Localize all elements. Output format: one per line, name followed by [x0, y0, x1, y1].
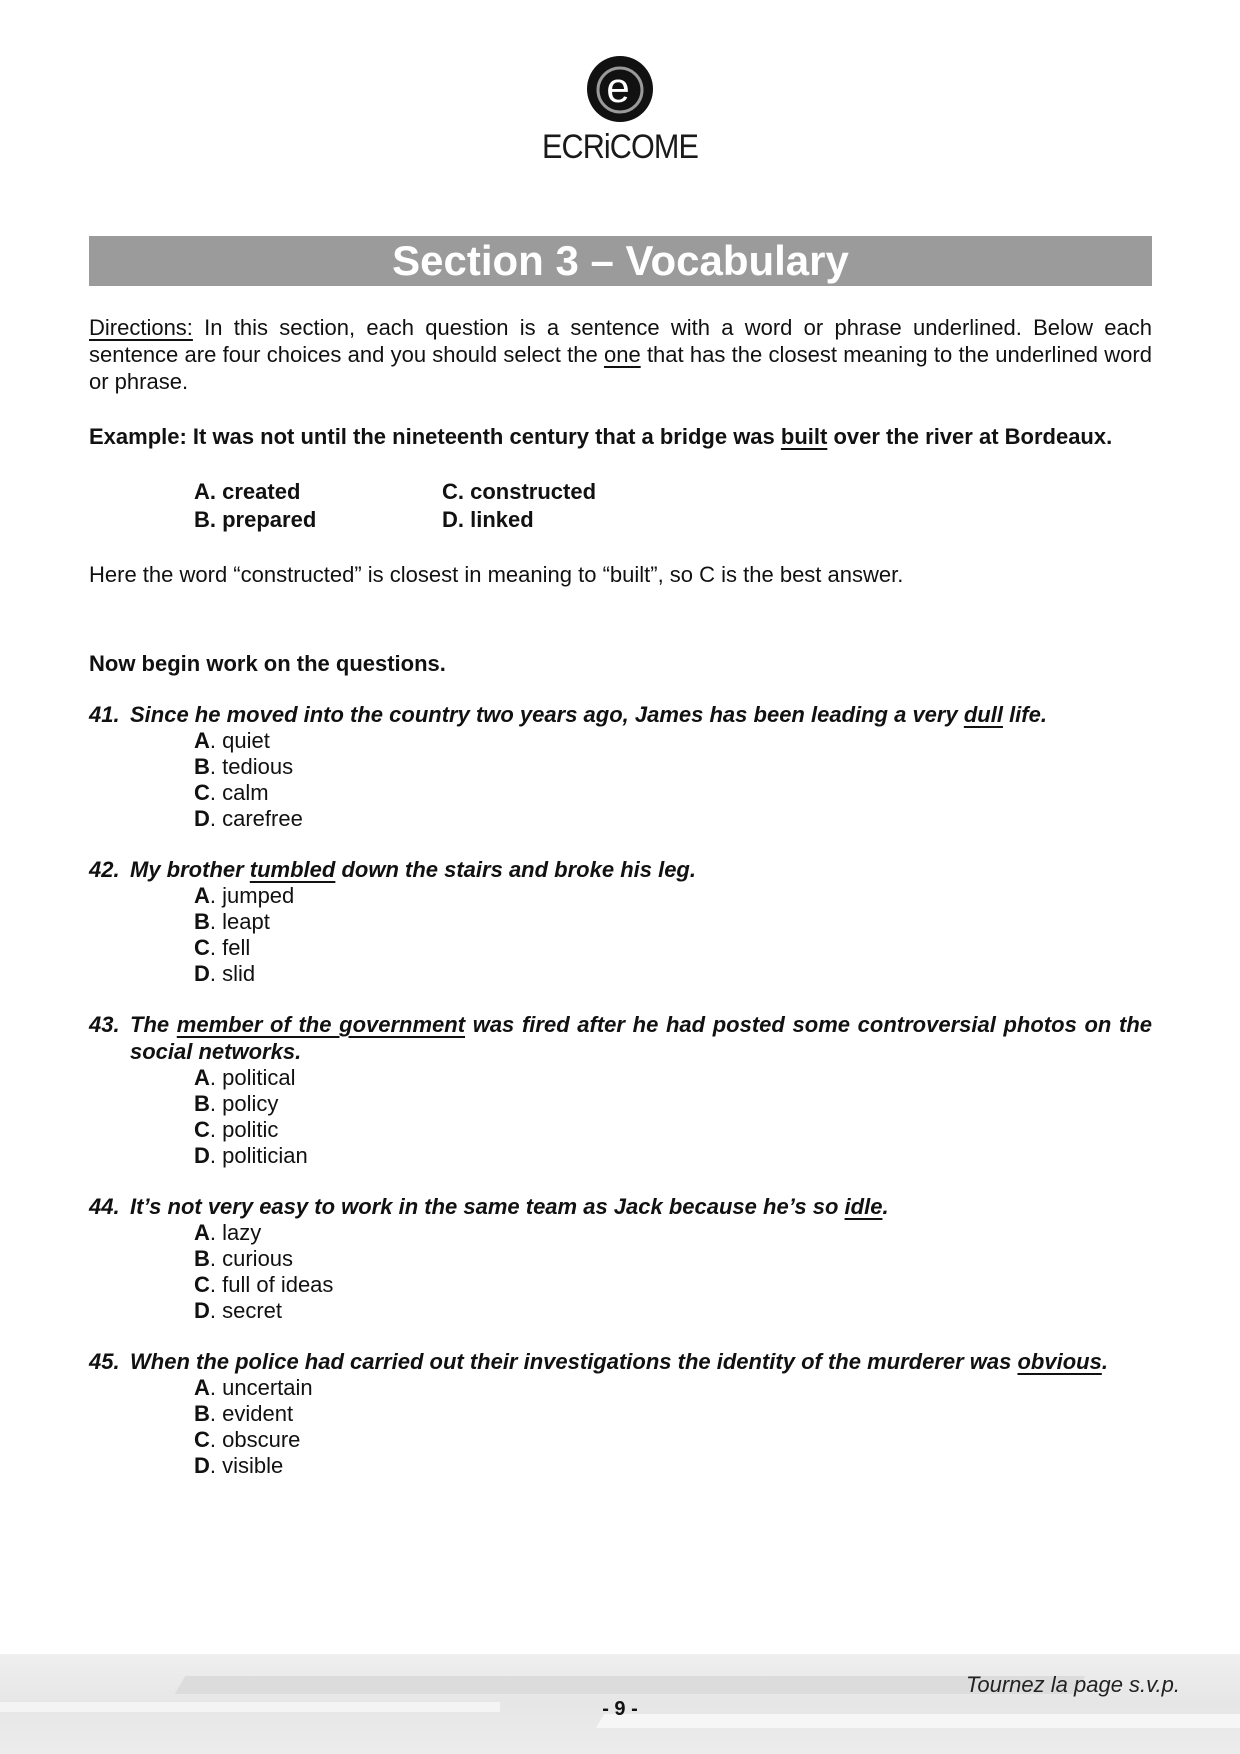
- question: [89, 1348, 1152, 1479]
- option-letter: B: [194, 909, 210, 934]
- begin-instruction: Now begin work on the questions.: [89, 651, 446, 676]
- answer-option: C. fell: [194, 935, 251, 960]
- directions-underlined-word: one: [603, 342, 641, 367]
- example-explanation: Here the word “constructed” is closest in meaning to “built”, so C is the best answer.: [89, 562, 904, 587]
- option-text: evident: [222, 1401, 294, 1426]
- question-text: When the police had carried out their investigations the identity of the murderer was obvious.: [130, 1349, 1108, 1374]
- section-title: Section 3 – Vocabulary: [89, 236, 1152, 286]
- option-text: full of ideas: [222, 1272, 334, 1297]
- option-text: politic: [222, 1117, 279, 1142]
- answer-option: B. evident: [194, 1401, 294, 1426]
- option-text: obscure: [222, 1427, 301, 1452]
- question-stem: [89, 856, 1152, 883]
- answer-option: A. uncertain: [194, 1375, 313, 1400]
- answer-option: B. policy: [194, 1091, 279, 1116]
- option-letter: A: [194, 728, 210, 753]
- option-letter: A: [194, 1065, 210, 1090]
- answer-options: [194, 1065, 1152, 1169]
- page-number: - 9 -: [602, 1698, 638, 1720]
- option-text: secret: [222, 1298, 283, 1323]
- option-text: leapt: [222, 909, 270, 934]
- question-number: 45.: [89, 1349, 120, 1374]
- option-letter: C: [194, 935, 210, 960]
- option-text: visible: [222, 1453, 284, 1478]
- answer-option: B. curious: [194, 1246, 294, 1271]
- answer-option: B. leapt: [194, 909, 270, 934]
- option-text: slid: [222, 961, 256, 986]
- question-number: 41.: [89, 702, 120, 727]
- ecricome-logo: [0, 56, 1240, 167]
- option-text: political: [222, 1065, 296, 1090]
- underlined-term: member of the government: [176, 1012, 466, 1037]
- answer-options: [194, 883, 1152, 987]
- ecricome-e-icon: [587, 56, 653, 122]
- question-number: 43.: [89, 1012, 120, 1037]
- page-footer: [0, 1654, 1240, 1754]
- question-list: [89, 701, 1152, 1479]
- answer-option: C. full of ideas: [194, 1272, 334, 1297]
- directions-label: Directions:: [89, 315, 193, 340]
- example-option: B. prepared: [194, 507, 317, 532]
- option-text: calm: [222, 780, 269, 805]
- answer-option: D. carefree: [194, 806, 303, 831]
- directions: Directions: In this section, each question is a sentence with a word or phrase underlined. Below each sentence are four choices and you should select the one that has the closest meaning to the underlined word or phrase.: [89, 315, 1152, 394]
- question-number: 42.: [89, 857, 120, 882]
- example-option: D. linked: [442, 507, 534, 532]
- option-text: jumped: [222, 883, 295, 908]
- question-stem: [89, 1348, 1152, 1375]
- question: [89, 1193, 1152, 1324]
- option-text: quiet: [222, 728, 270, 753]
- question-stem: [89, 1193, 1152, 1220]
- underlined-term: obvious: [1017, 1349, 1102, 1374]
- option-text: curious: [222, 1246, 294, 1271]
- option-letter: D: [194, 961, 210, 986]
- question: [89, 856, 1152, 987]
- option-letter: A: [194, 1220, 210, 1245]
- question-text: The member of the government was fired after he had posted some controversial photos on the social networks.: [130, 1012, 1153, 1064]
- answer-option: A. jumped: [194, 883, 295, 908]
- option-letter: B: [194, 754, 210, 779]
- option-letter: B: [194, 1401, 210, 1426]
- underlined-term: tumbled: [249, 857, 336, 882]
- option-letter: C: [194, 1272, 210, 1297]
- answer-options: [194, 1220, 1152, 1324]
- option-letter: C: [194, 780, 210, 805]
- question-text: Since he moved into the country two years ago, James has been leading a very dull life.: [130, 702, 1047, 727]
- option-letter: A: [194, 883, 210, 908]
- option-text: carefree: [222, 806, 303, 831]
- option-text: lazy: [222, 1220, 262, 1245]
- question-number: 44.: [89, 1194, 120, 1219]
- example-sentence: Example: It was not until the nineteenth century that a bridge was built over the river at Bordeaux.: [89, 424, 1113, 449]
- document-body: [89, 314, 1152, 1479]
- option-text: uncertain: [222, 1375, 313, 1400]
- answer-option: C. politic: [194, 1117, 279, 1142]
- question-stem: [89, 1011, 1152, 1065]
- option-letter: B: [194, 1091, 210, 1116]
- answer-option: D. politician: [194, 1143, 308, 1168]
- option-text: fell: [222, 935, 251, 960]
- underlined-term: dull: [963, 702, 1003, 727]
- answer-option: A. political: [194, 1065, 296, 1090]
- answer-option: D. secret: [194, 1298, 283, 1323]
- option-letter: A: [194, 1375, 210, 1400]
- option-letter: C: [194, 1427, 210, 1452]
- example-underlined-word: built: [780, 424, 828, 449]
- option-letter: D: [194, 806, 210, 831]
- option-text: politician: [222, 1143, 308, 1168]
- example-options: [194, 478, 1152, 533]
- option-letter: D: [194, 1143, 210, 1168]
- question-text: It’s not very easy to work in the same team as Jack because he’s so idle.: [130, 1194, 889, 1219]
- example-option: A. created: [194, 479, 301, 504]
- option-letter: B: [194, 1246, 210, 1271]
- example-option: C. constructed: [442, 479, 597, 504]
- answer-option: D. slid: [194, 961, 256, 986]
- ecricome-wordmark: ECRiCOME: [541, 128, 699, 166]
- answer-option: B. tedious: [194, 754, 294, 779]
- svg-text:e: e: [606, 64, 630, 111]
- option-text: policy: [222, 1091, 279, 1116]
- footer-decoration: [175, 1676, 1085, 1694]
- answer-option: C. obscure: [194, 1427, 301, 1452]
- question: [89, 701, 1152, 832]
- option-text: tedious: [222, 754, 294, 779]
- answer-option: D. visible: [194, 1453, 284, 1478]
- question: [89, 1011, 1152, 1169]
- turn-page-note: Tournez la page s.v.p.: [965, 1672, 1180, 1697]
- option-letter: D: [194, 1453, 210, 1478]
- answer-options: [194, 728, 1152, 832]
- answer-option: A. quiet: [194, 728, 270, 753]
- underlined-term: idle: [844, 1194, 883, 1219]
- answer-options: [194, 1375, 1152, 1479]
- option-letter: D: [194, 1298, 210, 1323]
- answer-option: A. lazy: [194, 1220, 262, 1245]
- option-letter: C: [194, 1117, 210, 1142]
- question-text: My brother tumbled down the stairs and broke his leg.: [130, 857, 696, 882]
- question-stem: [89, 701, 1152, 728]
- answer-option: C. calm: [194, 780, 269, 805]
